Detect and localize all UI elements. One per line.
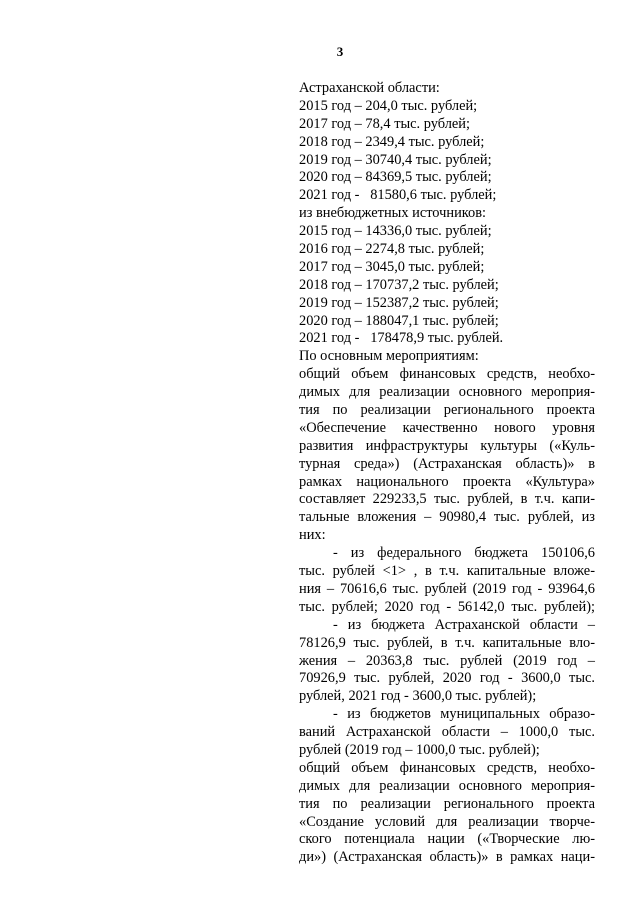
text-line: димых для реализации основного мероприя- — [299, 384, 595, 401]
text-line: из внебюджетных источников: — [299, 205, 487, 222]
text-line: тыс. рублей; 2020 год - 56142,0 тыс. рублей); — [299, 598, 595, 615]
text-line: них: — [299, 527, 326, 544]
text-line: 2020 год – 84369,5 тыс. рублей; — [299, 169, 492, 186]
text-line: 2020 год – 188047,1 тыс. рублей; — [299, 312, 499, 329]
text-line: Астраханской области: — [299, 80, 440, 96]
text-line: жения – 20363,8 тыс. рублей (2019 год – — [299, 652, 595, 669]
text-line: 2019 год – 30740,4 тыс. рублей; — [299, 151, 492, 168]
text-line: ваний Астраханской области – 1000,0 тыс. — [299, 724, 595, 741]
text-line: ского потенциала нации («Творческие лю- — [299, 831, 595, 848]
text-line: 2019 год – 152387,2 тыс. рублей; — [299, 294, 499, 311]
text-line: общий объем финансовых средств, необхо- — [299, 366, 595, 383]
text-line: рублей (2019 год – 1000,0 тыс. рублей); — [299, 741, 540, 758]
text-line: 70926,9 тыс. рублей, 2020 год - 3600,0 тыс. — [299, 670, 595, 687]
text-line: 2016 год – 2274,8 тыс. рублей; — [299, 241, 485, 258]
text-line: - из бюджетов муниципальных образо- — [333, 706, 595, 723]
text-line: тальные вложения – 90980,4 тыс. рублей, из — [299, 509, 595, 526]
text-line: По основным мероприятиям: — [299, 348, 479, 365]
text-line: составляет 229233,5 тыс. рублей, в т.ч. капи- — [299, 491, 595, 508]
text-line: 2017 год – 78,4 тыс. рублей; — [299, 115, 470, 132]
text-line: рублей, 2021 год - 3600,0 тыс. рублей); — [299, 688, 537, 705]
text-line: 2015 год – 204,0 тыс. рублей; — [299, 97, 478, 114]
text-line: димых для реализации основного мероприя- — [299, 777, 595, 794]
text-line: ди») (Астраханская область)» в рамках наци- — [299, 849, 595, 866]
text-line: ния – 70616,6 тыс. рублей (2019 год - 93964,6 — [299, 580, 595, 597]
text-line: 2017 год – 3045,0 тыс. рублей; — [299, 258, 485, 275]
text-line: 2018 год – 170737,2 тыс. рублей; — [299, 276, 499, 293]
text-line: развития инфраструктуры культуры («Куль- — [299, 437, 595, 454]
text-line: 2021 год - 81580,6 тыс. рублей; — [299, 187, 497, 204]
text-line: общий объем финансовых средств, необхо- — [299, 759, 595, 776]
text-line: тия по реализации регионального проекта — [299, 795, 595, 812]
text-line: 2018 год – 2349,4 тыс. рублей; — [299, 133, 485, 150]
text-line: 2021 год - 178478,9 тыс. рублей. — [299, 330, 504, 347]
text-line: 78126,9 тыс. рублей, в т.ч. капитальные вло- — [299, 634, 595, 651]
text-line: - из федерального бюджета 150106,6 — [333, 545, 595, 562]
text-line: тия по реализации регионального проекта — [299, 402, 595, 419]
text-line: «Создание условий для реализации творче- — [299, 813, 595, 830]
page-number: 3 — [336, 44, 344, 59]
text-line: «Обеспечение качественно нового уровня — [299, 419, 595, 436]
body-text — [299, 80, 595, 867]
text-line: 2015 год – 14336,0 тыс. рублей; — [299, 223, 492, 240]
text-line: рамках национального проекта «Культура» — [299, 473, 595, 490]
text-line: - из бюджета Астраханской области – — [333, 616, 595, 633]
text-line: турная среда») (Астраханская область)» в — [299, 455, 595, 472]
text-line: тыс. рублей <1> , в т.ч. капитальные вложе- — [299, 563, 595, 580]
